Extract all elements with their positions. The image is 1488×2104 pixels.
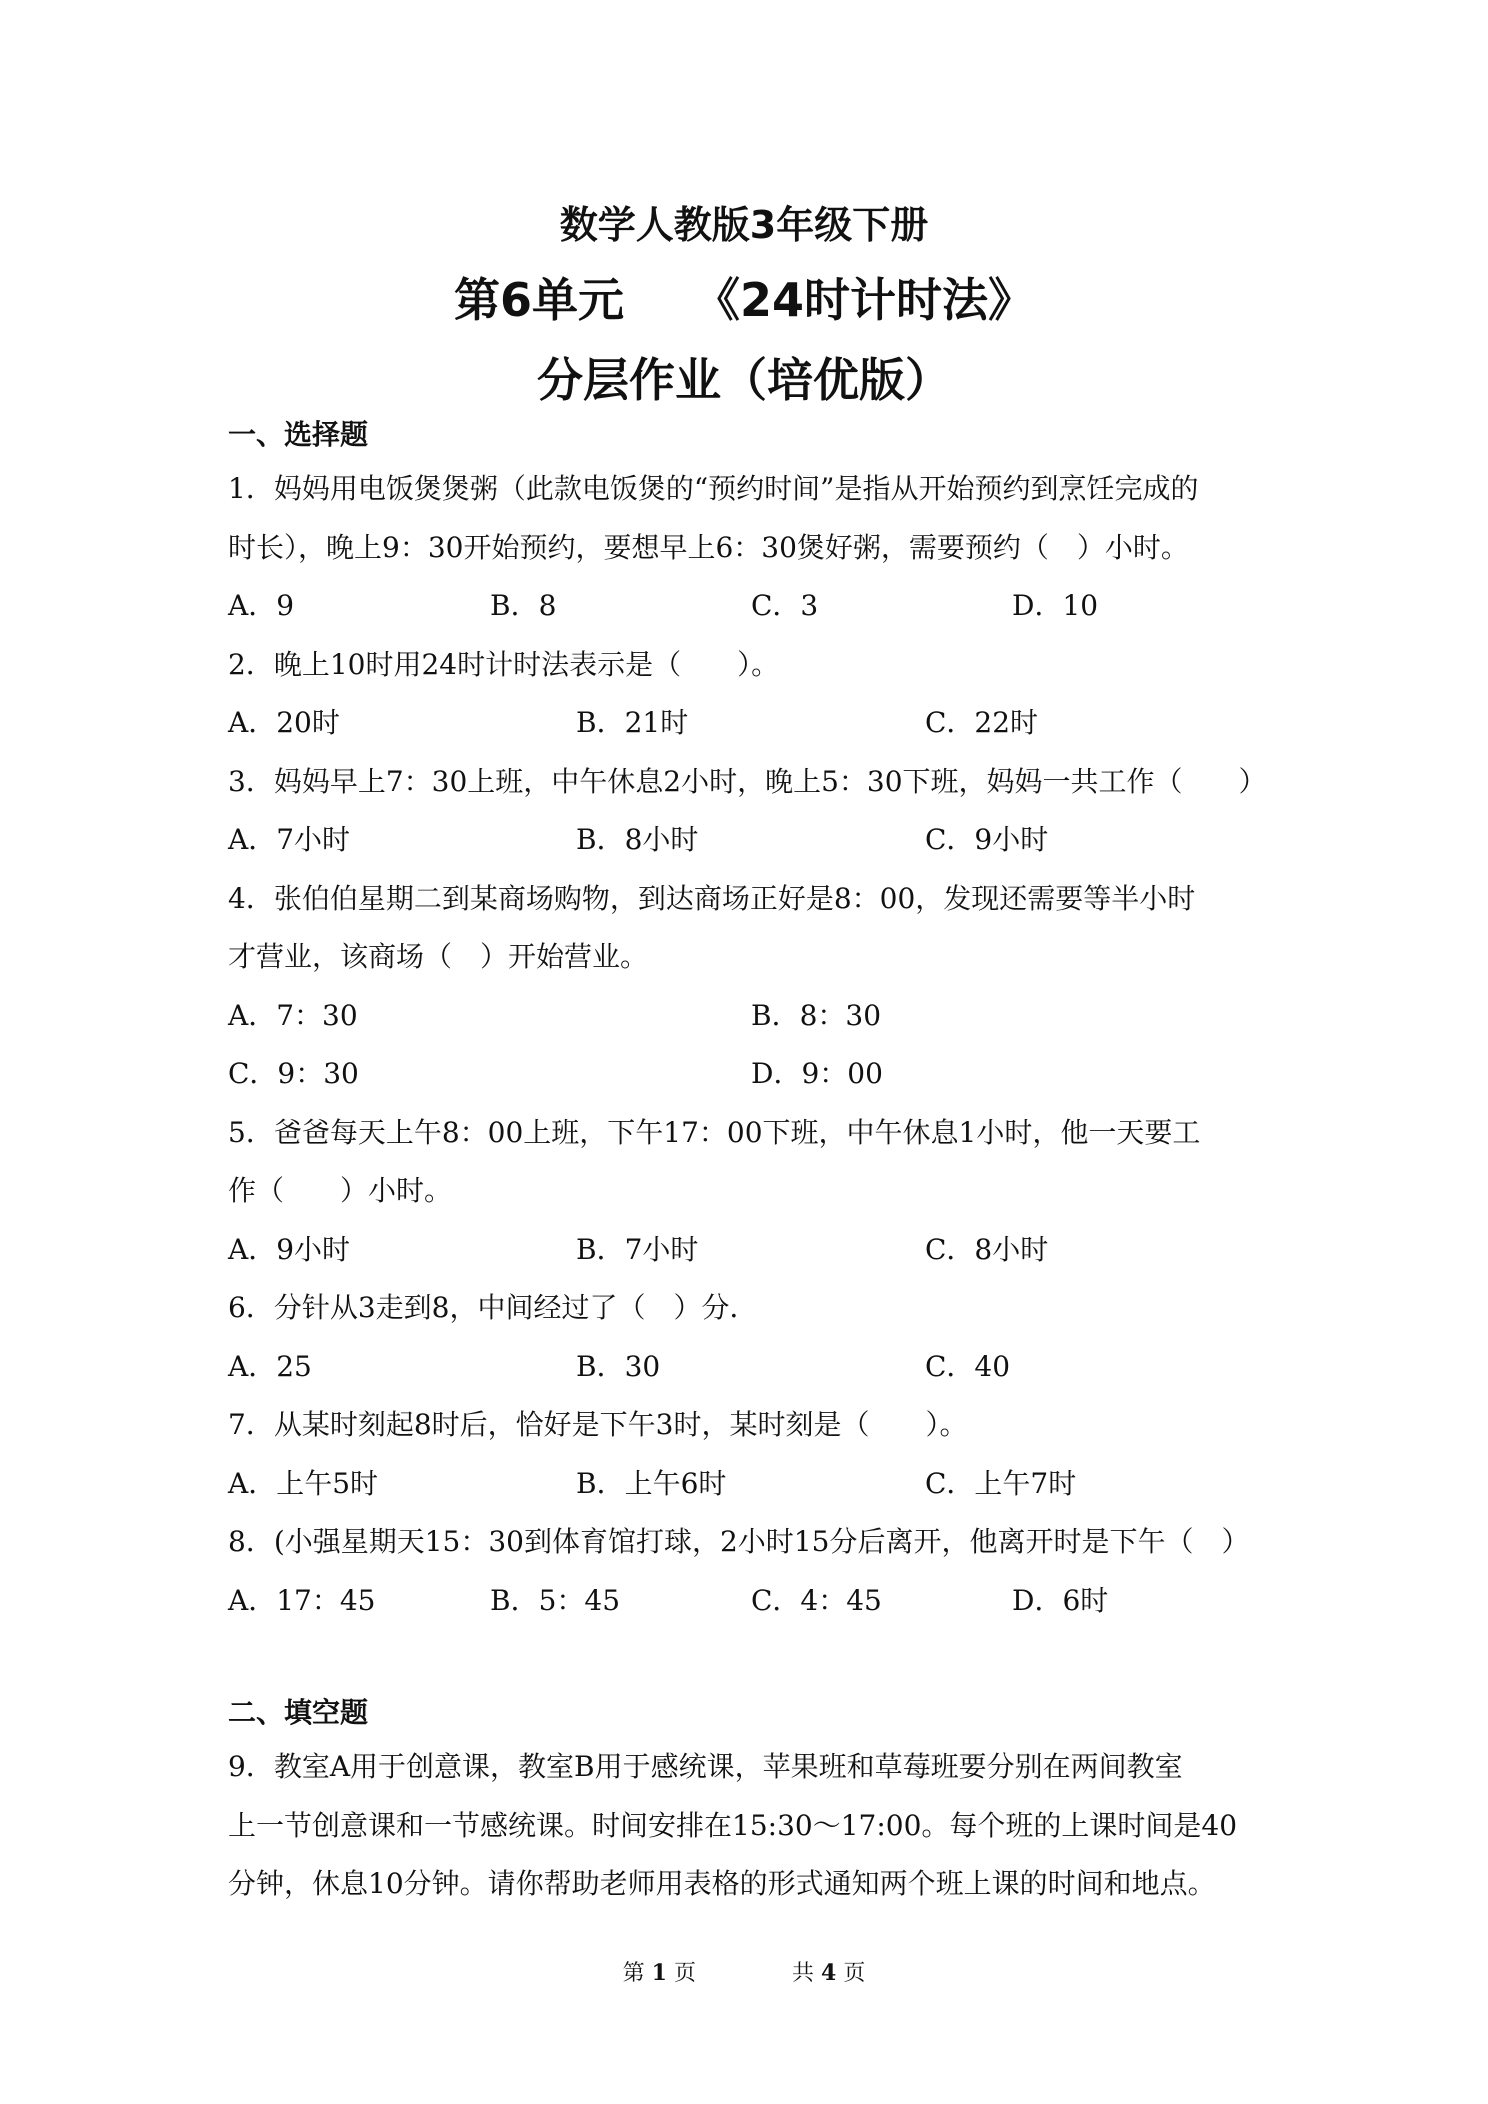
title-grade: 数学人教版3年级下册 — [559, 203, 929, 247]
question-9-line-3: 分钟，休息10分钟。请你帮助老师用表格的形式通知两个班上课的时间和地点。 — [228, 1867, 1216, 1900]
question-7-option-c: C．上午7时 — [925, 1466, 1077, 1500]
footer-page-suffix: 页 — [673, 1961, 696, 1986]
footer-total-prefix: 共 — [792, 1961, 815, 1986]
question-8-options — [228, 1572, 1278, 1631]
question-5-option-b: B．7小时 — [576, 1232, 699, 1266]
question-6-option-a: A．25 — [228, 1349, 312, 1383]
question-4-option-b: B．8：30 — [751, 998, 882, 1032]
question-4-options-row-2 — [228, 1045, 1278, 1104]
question-3-options — [228, 811, 1278, 870]
question-4-line-2: 才营业，该商场（ ）开始营业。 — [228, 940, 649, 973]
question-1-option-c: C．3 — [751, 589, 819, 622]
question-4-option-c: C．9：30 — [228, 1057, 359, 1090]
question-2-option-c: C．22时 — [925, 706, 1039, 739]
question-9-line-2: 上一节创意课和一节感统课。时间安排在15:30～17:00。每个班的上课时间是40 — [228, 1808, 1238, 1842]
title-homework-type: 分层作业（培优版） — [537, 353, 951, 407]
question-6-line-1: 6．分针从3走到8，中间经过了（ ）分． — [228, 1291, 758, 1324]
question-content — [228, 410, 1278, 1914]
question-6-option-b: B．30 — [576, 1349, 661, 1383]
question-2-options — [228, 694, 1278, 753]
question-5-option-a: A．9小时 — [228, 1232, 351, 1266]
title-unit-line — [0, 260, 1488, 340]
question-5-option-c: C．8小时 — [925, 1232, 1049, 1266]
question-6-option-c: C．40 — [925, 1349, 1011, 1383]
footer-total-pages: 4 — [821, 1960, 837, 1986]
question-5-line-1: 5．爸爸每天上午8：00上班，下午17：00下班，中午休息1小时，他一天要工 — [228, 1115, 1201, 1149]
question-1-options — [228, 577, 1278, 636]
question-6-options — [228, 1338, 1278, 1397]
title-unit: 第6单元 — [453, 273, 624, 327]
section-fill-heading: 二、填空题 — [228, 1696, 369, 1729]
question-4-options-row-1 — [228, 987, 1278, 1046]
question-3-option-a: A．7小时 — [228, 823, 351, 856]
question-4-line-1: 4．张伯伯星期二到某商场购物，到达商场正好是8：00，发现还需要等半小时 — [228, 881, 1196, 915]
section-choice-heading: 一、选择题 — [228, 418, 369, 451]
question-7-options — [228, 1455, 1278, 1514]
question-3-option-b: B．8小时 — [576, 823, 699, 856]
page-footer — [0, 1958, 1488, 1989]
question-8-line-1: 8．(小强星期天15：30到体育馆打球，2小时15分后离开，他离开时是下午（ ） — [228, 1525, 1250, 1558]
question-3-option-c: C．9小时 — [925, 823, 1049, 856]
question-4-option-a: A．7：30 — [228, 998, 358, 1032]
question-2-option-a: A．20时 — [228, 706, 340, 739]
question-8-option-b: B．5：45 — [490, 1583, 621, 1617]
footer-page-prefix: 第 — [622, 1961, 645, 1986]
question-1-line-1: 1．妈妈用电饭煲煲粥（此款电饭煲的“预约时间”是指从开始预约到烹饪完成的 — [228, 472, 1199, 505]
question-7-option-a: A．上午5时 — [228, 1466, 379, 1500]
question-1-option-a: A．9 — [228, 589, 295, 622]
question-8-option-c: C．4：45 — [751, 1583, 882, 1617]
title-topic: 《24时计时法》 — [694, 273, 1035, 327]
footer-total-suffix: 页 — [843, 1961, 866, 1986]
question-9-line-1: 9．教室A用于创意课，教室B用于感统课，苹果班和草莓班要分别在两间教室 — [228, 1750, 1183, 1783]
question-2-line-1: 2．晚上10时用24时计时法表示是（ ）。 — [228, 647, 780, 681]
question-7-line-1: 7．从某时刻起8时后，恰好是下午3时，某时刻是（ ）。 — [228, 1408, 968, 1441]
title-block — [0, 190, 1488, 420]
footer-page-number: 1 — [651, 1960, 667, 1986]
question-8-option-a: A．17：45 — [228, 1583, 376, 1617]
question-1-option-b: B．8 — [490, 589, 557, 622]
question-1-line-2: 时长），晚上9：30开始预约，要想早上6：30煲好粥，需要预约（ ）小时。 — [228, 530, 1189, 564]
question-7-option-b: B．上午6时 — [576, 1466, 727, 1500]
question-2-option-b: B．21时 — [576, 706, 689, 739]
question-5-options — [228, 1221, 1278, 1280]
question-4-option-d: D．9：00 — [751, 1057, 883, 1090]
question-8-option-d: D．6时 — [1012, 1583, 1109, 1617]
question-3-line-1: 3．妈妈早上7：30上班，中午休息2小时，晚上5：30下班，妈妈一共工作（ ） — [228, 764, 1267, 798]
question-1-option-d: D．10 — [1012, 589, 1099, 622]
question-5-line-2: 作（ ）小时。 — [228, 1174, 453, 1207]
